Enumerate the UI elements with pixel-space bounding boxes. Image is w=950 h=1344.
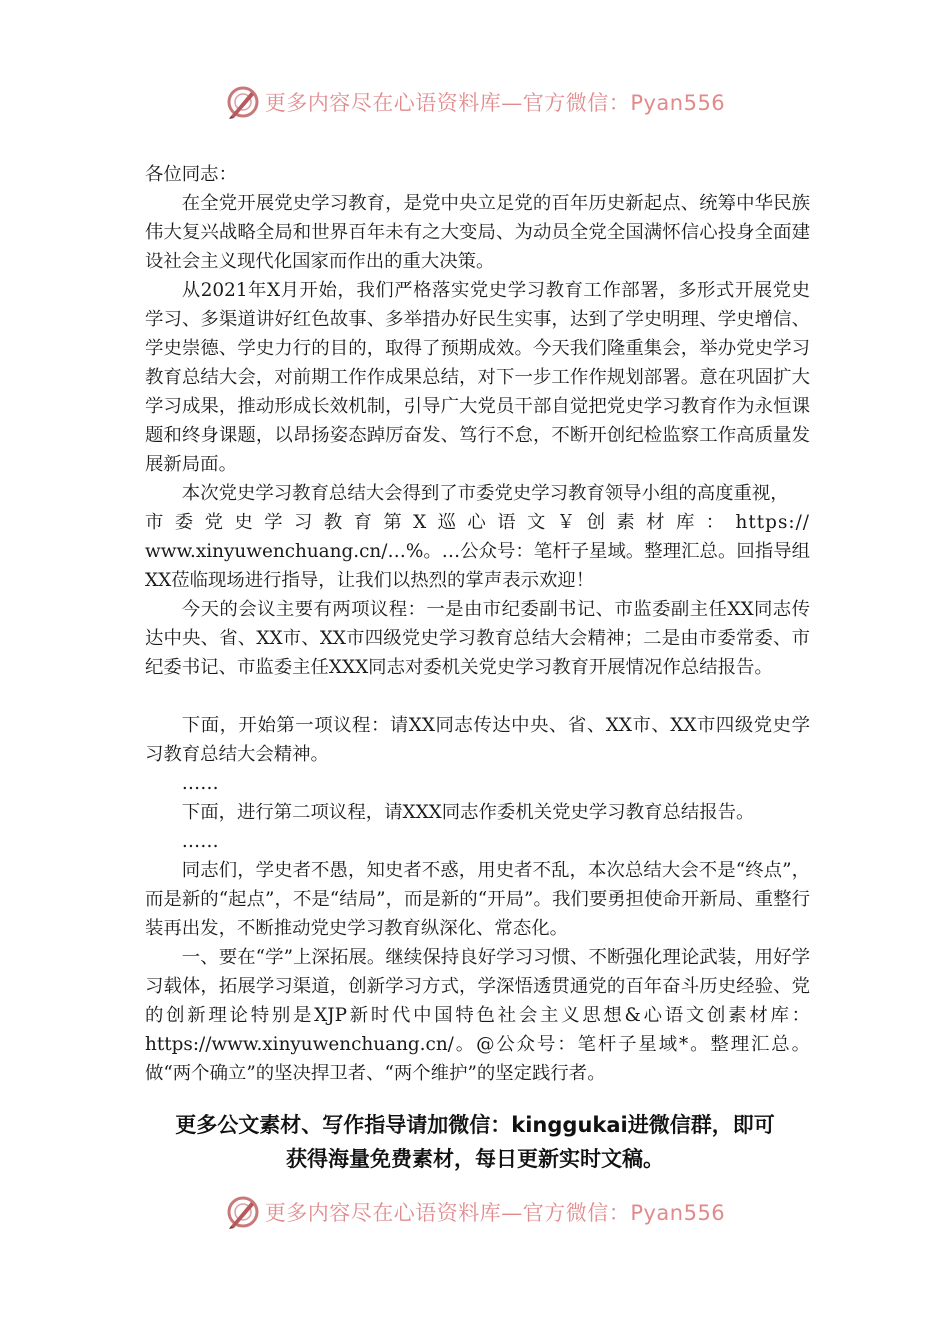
paragraph: 一、要在“学”上深拓展。继续保持良好学习习惯、不断强化理论武装，用好学习载体，拓展学习渠道，创新学习方式，学深悟透贯通党的百年奋斗历史经验、党的创新理论特别是XJP新时代中国特色社会主义思想&心语文创素材库：https://www.xinyuwenchuang.cn/。@公众号：笔杆子星域*。整理汇总。做“两个确立”的坚决捍卫者、“两个维护”的坚定践行者。 <box>145 947 810 1084</box>
promo-text <box>100 1108 850 1176</box>
paragraph: 同志们，学史者不愚，知史者不惑，用史者不乱，本次总结大会不是“终点”，而是新的“起点”，不是“结局”，而是新的“开局”。我们要勇担使命开新局、重整行装再出发，不断推动党史学习教育纵深化、常态化。 <box>145 860 810 939</box>
document-body <box>145 160 810 1088</box>
paragraph: 下面，进行第二项议程，请XXX同志作委机关党史学习教育总结报告。 <box>181 802 755 823</box>
paragraph: 在全党开展党史学习教育，是党中央立足党的百年历史新起点、统筹中华民族伟大复兴战略全局和世界百年未有之大变局、为动员全党全国满怀信心投身全面建设社会主义现代化国家而作出的重大决策。 <box>145 193 810 272</box>
pen-logo-icon <box>225 1194 261 1230</box>
paragraph: 本次党史学习教育总结大会得到了市委党史学习教育领导小组的高度重视， <box>181 483 789 504</box>
paragraph: 从2021年X月开始，我们严格落实党史学习教育工作部署，多形式开展党史学习、多渠道讲好红色故事、多举措办好民生实事，达到了学史明理、学史增信、学史崇德、学史力行的目的，取得了预期成效。今天我们隆重集会，举办党史学习教育总结大会，对前期工作作成果总结，对下一步工作作规划部署。意在巩固扩大学习成果，推动形成长效机制，引导广大党员干部自觉把党史学习教育作为永恒课题和终身课题，以昂扬姿态踔厉奋发、笃行不怠，不断开创纪检监察工作高质量发展新局面。 <box>145 280 810 475</box>
paragraph: www.xinyuwenchuang.cn/…%。…公众号：笔杆子星域。整理汇总。回指导组XX莅临现场进行指导，让我们以热烈的掌声表示欢迎！ <box>145 541 810 591</box>
banner-text: 更多内容尽在心语资料库—官方微信：Pyan556 <box>264 91 726 115</box>
paragraph-spread-line: 市委党史学习教育第X巡心语文￥创素材库：https:// <box>145 512 810 533</box>
salutation: 各位同志： <box>145 164 237 185</box>
pen-logo-icon <box>225 84 261 120</box>
promo-line: 更多公文素材、写作指导请加微信：kinggukai进微信群，即可 <box>175 1113 775 1137</box>
paragraph: 今天的会议主要有两项议程：一是由市纪委副书记、市监委副主任XX同志传达中央、省、XX市、XX市四级党史学习教育总结大会精神；二是由市委常委、市纪委书记、市监委主任XXX同志对委机关党史学习教育开展情况作总结报告。 <box>145 599 810 678</box>
ellipsis: …… <box>181 773 219 794</box>
banner-text: 更多内容尽在心语资料库—官方微信：Pyan556 <box>264 1201 726 1225</box>
promo-line: 获得海量免费素材，每日更新实时文稿。 <box>286 1147 664 1171</box>
paragraph: 下面，开始第一项议程：请XX同志传达中央、省、XX市、XX市四级党史学习教育总结大会精神。 <box>145 715 810 765</box>
footer-banner <box>0 1192 950 1232</box>
header-banner <box>0 82 950 122</box>
ellipsis: …… <box>181 831 219 852</box>
